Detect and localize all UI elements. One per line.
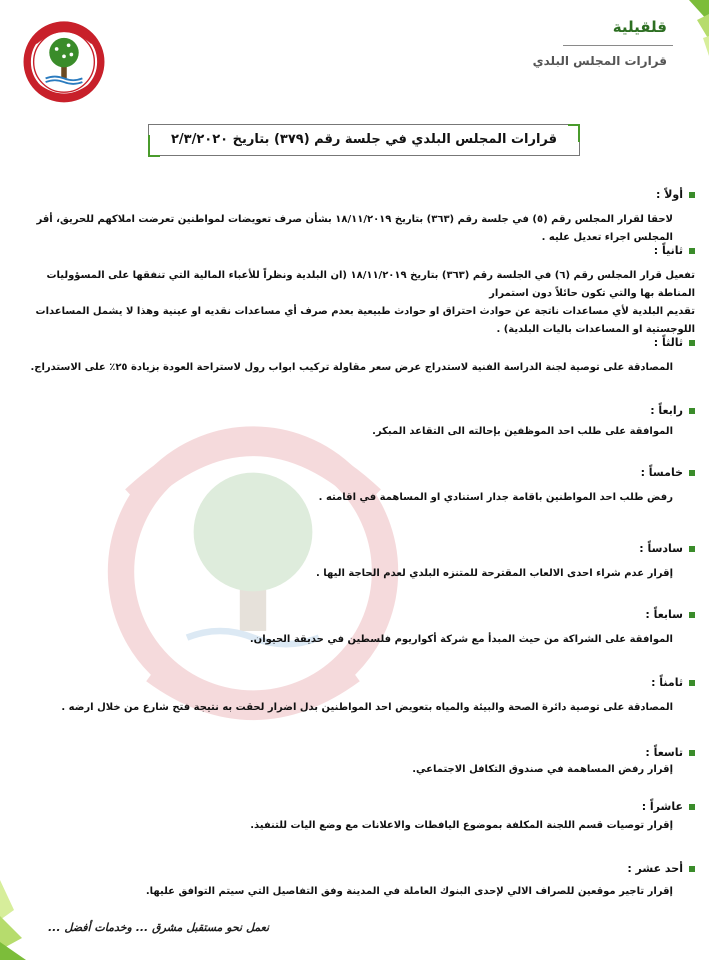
section-7 xyxy=(14,608,695,649)
bullet-icon xyxy=(689,680,695,686)
section-heading: أولاً : xyxy=(655,188,683,201)
section-6 xyxy=(14,542,695,583)
section-text: تفعيل قرار المجلس رقم (٦) في الجلسة رقم (٣٦٣) بتاريخ ١٨/١١/٢٠١٩ (ان البلدية ونظراً للأعباء المالية التي تنفقها على المسؤوليات المناطة بها والتي تكون حائلاً دون استمرار تقديم البلدية لأي مساعدات ناتجة عن حوادث احتراق او حوادث طبيعية بعدم صرف أي مساعدات نقديه او عينية وهذا لا يشمل المساعدات اللوجستية او المساعدات باليات البلدية) . xyxy=(35,270,695,335)
corner-decoration-top-right xyxy=(669,0,709,60)
section-11 xyxy=(14,862,695,901)
bullet-icon xyxy=(689,408,695,414)
bullet-icon xyxy=(689,470,695,476)
section-text: إقرار رفض المساهمة في صندوق التكافل الاجتماعي. xyxy=(412,764,673,775)
section-heading: خامساً : xyxy=(640,466,683,479)
header-title: قلقيلية xyxy=(612,18,667,36)
section-heading: أحد عشر : xyxy=(627,862,683,875)
section-text: إقرار توصيات قسم اللجنة المكلفة بموضوع اليافطات والاعلانات مع وضع اليات للتنفيذ. xyxy=(250,820,673,831)
section-9 xyxy=(14,746,695,779)
section-text: إقرار عدم شراء احدى الالعاب المقترحة للمتنزه البلدي لعدم الحاجة اليها . xyxy=(316,568,673,579)
section-heading: سابعاً : xyxy=(645,608,683,621)
section-text: الموافقة على طلب احد الموظفين بإحالته الى التقاعد المبكر. xyxy=(372,426,673,437)
section-heading: تاسعاً : xyxy=(645,746,683,759)
section-text: لاحقا لقرار المجلس رقم (٥) في جلسة رقم (٣٦٣) بتاريخ ١٨/١١/٢٠١٩ بشأن صرف تعويضات لمواطنين تعرضت املاكهم للحريق، أقر المجلس اجراء تعديل عليه . xyxy=(36,214,673,243)
section-heading: ثالثاً : xyxy=(653,336,683,349)
document-title-box xyxy=(148,124,580,156)
document-title: قرارات المجلس البلدي في جلسة رقم (٣٧٩) بتاريخ ٢/٣/٢٠٢٠ xyxy=(171,132,557,147)
section-text: إقرار تاجير موقعين للصراف الالي لإحدى البنوك العاملة في المدينة وفق التفاصيل التي سيتم التوافق عليها. xyxy=(145,886,673,897)
bullet-icon xyxy=(689,804,695,810)
section-text: رفض طلب احد المواطنين باقامة جدار استنادي او المساهمة في اقامته . xyxy=(318,492,673,503)
bullet-icon xyxy=(689,612,695,618)
section-text: المصادقة على توصية لجنة الدراسة الفنية لاستدراج عرض سعر مقاولة تركيب ابواب رول لاستراحة العودة بزيادة ٢٥٪ على الاستدراج. xyxy=(30,362,673,373)
section-10 xyxy=(14,800,695,835)
bullet-icon xyxy=(689,340,695,346)
section-2 xyxy=(14,244,695,339)
municipality-logo xyxy=(18,14,110,106)
bullet-icon xyxy=(689,866,695,872)
section-text: الموافقة على الشراكة من حيث المبدأ مع شركة أكواريوم فلسطين في حديقة الحيوان. xyxy=(249,634,673,645)
section-heading: ثامناً : xyxy=(651,676,683,689)
section-8 xyxy=(14,676,695,717)
section-5 xyxy=(14,466,695,507)
bullet-icon xyxy=(689,546,695,552)
section-4 xyxy=(14,404,695,441)
header-divider xyxy=(563,45,673,46)
bullet-icon xyxy=(689,192,695,198)
footer-slogan: نعمل نحو مستقبل مشرق ... وخدمات أفضل ... xyxy=(48,921,269,934)
section-1 xyxy=(14,188,695,247)
section-heading: سادساً : xyxy=(639,542,683,555)
bullet-icon xyxy=(689,248,695,254)
section-heading: رابعاً : xyxy=(650,404,683,417)
bullet-icon xyxy=(689,750,695,756)
section-heading: عاشراً : xyxy=(641,800,683,813)
section-text: المصادقة على توصية دائرة الصحة والبيئة والمياه بتعويض احد المواطنين بدل اضرار لحقت به نتيجة فتح شارع من خلال ارضه . xyxy=(61,702,673,713)
section-heading: ثانياً : xyxy=(653,244,683,257)
header-subtitle: قرارات المجلس البلدي xyxy=(532,54,667,68)
section-3 xyxy=(14,336,695,377)
